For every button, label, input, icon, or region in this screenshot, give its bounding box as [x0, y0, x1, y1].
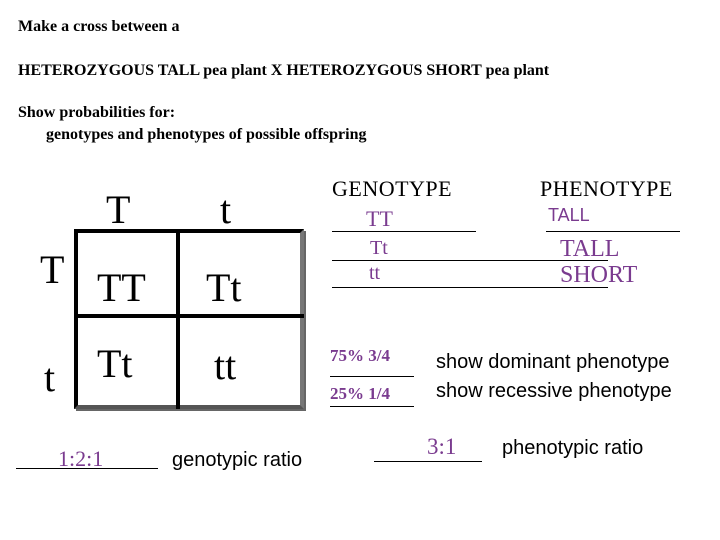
instruction-line-1: Make a cross between a [18, 18, 180, 35]
punnett-cell-3: Tt [97, 341, 133, 386]
phenotypic-ratio-label: phenotypic ratio [502, 437, 644, 459]
phenotype-heading: PHENOTYPE [540, 176, 673, 201]
genotypic-ratio-value: 1:2:1 [58, 446, 104, 471]
side-allele-1: T [40, 247, 65, 292]
instruction-line-2: HETEROZYGOUS TALL pea plant X HETEROZYGOUS SHORT pea plant [18, 62, 550, 79]
recessive-probability-value: 25% 1/4 [330, 384, 390, 403]
side-allele-2: t [44, 355, 56, 400]
phenotype-blank-1 [546, 231, 680, 232]
phenotypic-ratio-value: 3:1 [427, 434, 457, 459]
phenotype-answer-1: TALL [548, 205, 590, 225]
punnett-cell-1: TT [97, 265, 146, 310]
genotype-blank-1 [332, 231, 476, 232]
phenotype-answer-3: SHORT [560, 262, 638, 288]
punnett-grid-divider-horizontal [74, 314, 304, 318]
phenotypic-ratio-blank [374, 461, 482, 462]
dominant-phenotype-label: show dominant phenotype [436, 351, 670, 373]
instruction-line-3: Show probabilities for: [18, 104, 176, 121]
recessive-phenotype-label: show recessive phenotype [436, 380, 672, 402]
genotype-heading: GENOTYPE [332, 176, 453, 201]
punnett-cell-4: tt [214, 343, 237, 388]
top-allele-2: t [220, 187, 232, 232]
genotype-answer-1: TT [366, 206, 393, 231]
punnett-cell-2: Tt [206, 265, 242, 310]
genotype-answer-2: Tt [370, 237, 388, 259]
punnett-grid-divider-vertical [176, 229, 180, 409]
top-allele-1: T [106, 187, 131, 232]
phenotype-answer-2: TALL [560, 236, 620, 262]
dominant-probability-blank [330, 376, 414, 377]
genotype-answer-3: tt [369, 262, 381, 284]
instruction-line-4: genotypes and phenotypes of possible offspring [46, 126, 367, 143]
genotypic-ratio-label: genotypic ratio [172, 449, 303, 471]
dominant-probability-value: 75% 3/4 [330, 346, 390, 365]
recessive-probability-blank [330, 406, 414, 407]
